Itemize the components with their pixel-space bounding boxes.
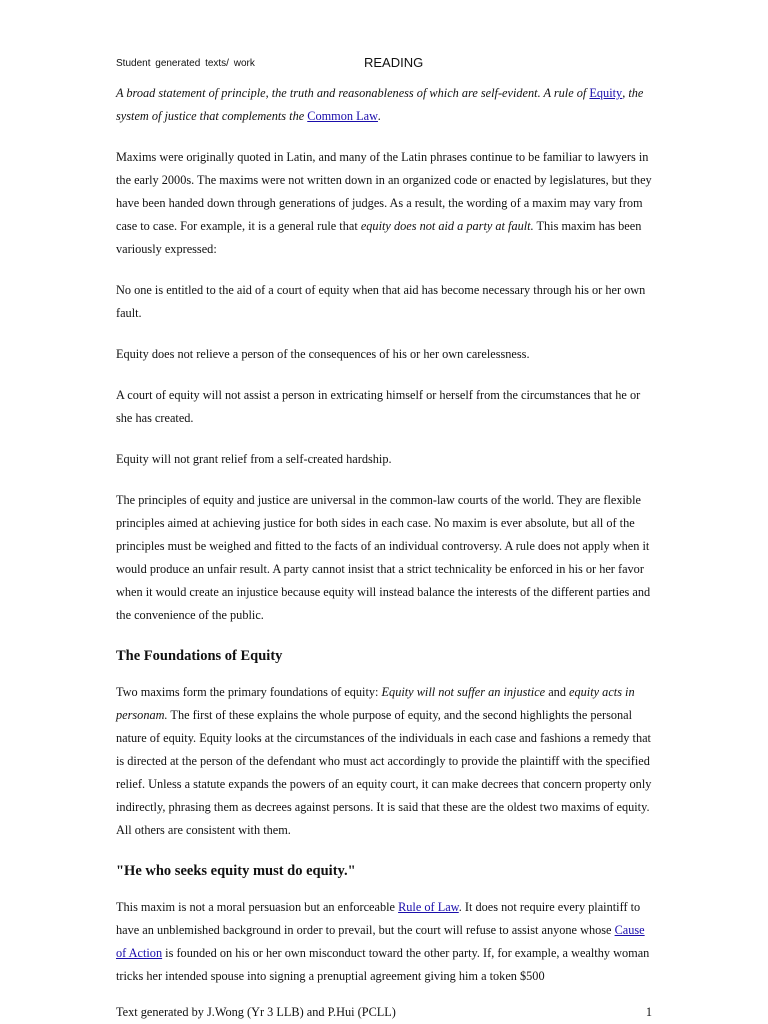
paragraph-no-one-entitled: No one is entitled to the aid of a court of equity when that aid has become necessary through his or her own fault. bbox=[116, 283, 646, 320]
heading-foundations: The Foundations of Equity bbox=[116, 648, 283, 664]
heading-he-who-seeks-equity: "He who seeks equity must do equity." bbox=[116, 863, 356, 879]
page-header bbox=[116, 55, 652, 75]
header-label: Student generated texts/ work bbox=[116, 58, 255, 69]
paragraph-maxims-origin bbox=[116, 146, 652, 261]
document-body bbox=[116, 82, 652, 1006]
intro-text-3: . bbox=[377, 109, 382, 123]
para8-text-1: This maxim is not a moral persuasion but an enforceable bbox=[116, 900, 399, 914]
cause-of-action-link[interactable]: Cause of Action bbox=[116, 923, 645, 960]
para1-text-1: Maxims were originally quoted in Latin, and many of the Latin phrases continue to be familiar to lawyers in the early 2000s. The maxims were not written down in an organized code or enacted by legislatures, but they have been handed down through generations of judges. As a result, the wording of a maxim may vary from case to case. For example, it is a general rule that bbox=[116, 150, 652, 233]
para7-emphasis-1: Equity will not suffer an injustice bbox=[381, 685, 546, 699]
rule-of-law-link[interactable]: Rule of Law bbox=[398, 900, 459, 914]
footer-credits: Text generated by J.Wong (Yr 3 LLB) and P.Hui (PCLL) bbox=[116, 1005, 396, 1019]
para1-emphasis: equity does not aid a party at fault. bbox=[360, 219, 534, 233]
intro-paragraph bbox=[116, 82, 652, 128]
para8-text-3: is founded on his or her own misconduct toward the other party. If, for example, a wealthy woman tricks her intended spouse into signing a prenuptial agreement giving him a token $500 bbox=[116, 946, 650, 983]
common-law-link[interactable]: Common Law bbox=[307, 109, 378, 123]
paragraph-carelessness: Equity does not relieve a person of the consequences of his or her own carelessness. bbox=[116, 347, 530, 361]
para7-text-3: The first of these explains the whole purpose of equity, and the second highlights the personal nature of equity. Equity looks at the circumstances of the individuals in each case and fashions a remedy that is directed at the person of the defendant who must act accordingly to provide the plaintiff with the specified relief. Unless a statute expands the powers of an equity court, it can make decrees that concern property only indirectly, phrasing them as decrees against persons. It is said that these are the oldest two maxims of equity. All others are consistent with them. bbox=[116, 708, 652, 837]
intro-text-2: , the system of justice that complements the bbox=[116, 86, 644, 123]
intro-text-1: A broad statement of principle, the truth and reasonableness of which are self-evident. A rule of bbox=[116, 86, 590, 100]
paragraph-principles: The principles of equity and justice are universal in the common-law courts of the world. They are flexible principles aimed at achieving justice for both sides in each case. No maxim is ever absolute, but all of the principles must be weighed and fitted to the facts of an individual controversy. A rule does not apply when it would produce an unfair result. A party cannot insist that a strict technicality be enforced in his or her favor when it would create an injustice because equity will instead balance the interests of the different parties and the convenience of the public. bbox=[116, 493, 651, 622]
para8-text-2: . It does not require every plaintiff to have an unblemished background in order to prevail, but the court will refuse to assist anyone whose bbox=[116, 900, 641, 937]
paragraph-self-created-hardship: Equity will not grant relief from a self-created hardship. bbox=[116, 452, 392, 466]
para7-text-1: Two maxims form the primary foundations of equity: bbox=[116, 685, 382, 699]
paragraph-enforceable-rule bbox=[116, 896, 652, 988]
para7-emphasis-2: equity acts in personam. bbox=[116, 685, 635, 722]
para1-text-2: This maxim has been variously expressed: bbox=[116, 219, 642, 256]
para7-text-2: and bbox=[545, 685, 570, 699]
equity-link[interactable]: Equity bbox=[589, 86, 623, 100]
paragraph-two-maxims bbox=[116, 681, 652, 842]
header-title: READING bbox=[364, 55, 424, 70]
paragraph-extricating: A court of equity will not assist a person in extricating himself or herself from the circumstances that he or she has created. bbox=[116, 388, 641, 425]
page-number: 1 bbox=[645, 1005, 652, 1019]
